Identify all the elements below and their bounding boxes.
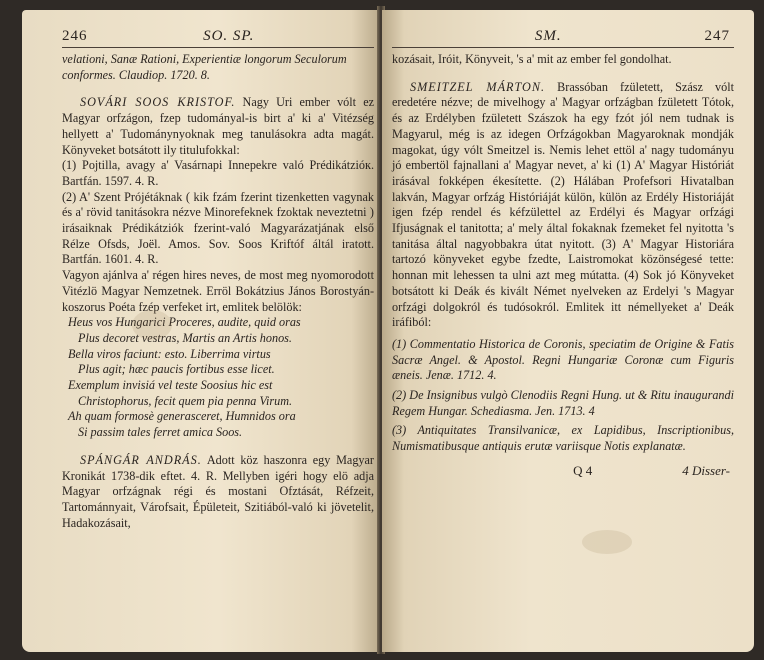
- work-item: (1) Commentatio Historica de Coronis, speciatim de Origine & Fatis Sacræ Angel. & Apostol. Regni Hungariæ Coronæ cum Figuris æneis. Jenæ. 1712. 4.: [392, 336, 734, 383]
- page-footer: [392, 463, 734, 479]
- work-item: (2) De Insignibus vulgò Clenodiis Regni Hung. ut & Ritu inaugurandi Regem Hungar. Schediasma. Jen. 1713. 4: [392, 388, 734, 418]
- work-item: (3) Antiquitates Transilvanicæ, ex Lapidibus, Inscriptionibus, Numismatibusque antiquis erutæ variisque Notis explanatæ.: [392, 423, 734, 454]
- work-item: (1) Pojtilla, avagy a' Vasárnapi Innepekre való Prédikátzióк. Bartfán. 1597. 4. R.: [62, 158, 374, 188]
- entry-spangar: [62, 453, 374, 532]
- right-page-header: [392, 28, 734, 48]
- text-line: conformes. Claudiop. 1720. 8.: [62, 67, 210, 82]
- poem-line: Ah quam formosè generasceret, Humnidos ora: [68, 409, 296, 424]
- left-page-number: 246: [62, 28, 88, 44]
- left-page-header: [62, 28, 374, 48]
- poem-line: Si passim tales ferret amica Soos.: [78, 425, 243, 440]
- signature-mark: Q 4: [573, 462, 593, 478]
- poem-line: Plus agit; hæc paucis fortibus esse licet.: [78, 362, 275, 377]
- poem-line: Heus vos Hungarici Proceres, audite, quid oras: [68, 315, 301, 330]
- entry-soos: [62, 95, 374, 158]
- entry-text: Brassóban fzületett, Szász vólt eredetére nézve; de mivelhogy a' Magyar orfzágban fzületett Tótok, és az Erdélyben fzületett Szászok ha egy fzót jól nem tudnak is Magyarul, még is az idegen Orfzágokban Magyaroknak mondják magokat, úgy vólt Smeitzel is. Nemis lehet ettöl a' nagy tudományu jó embertöl fajnallani a' Magyar nevet, a' ki (1) A' Magyar Históriát irásával fokképen ékesítette. (2) Hálában Profefsori Hivatalban lakván, Magyar orfzág Históriáját külön, külön az Erdély Historiáját igen fzép rendel és kéfzülettel az Erdélyi és Magyar orfzági Ifjuságnak el tanitotta; a' mely által fokaknak fzemeket fel nyitotta 's tanitása által nagyobbakra útat nyitott. (3) A' Magyar Historiára tartozó könyveket egybe fzedte, Laistromokat közönségesé tette: honnan mit lehessen ta ulni azt meg mútatta. (4) Sok jó Könyveket botsátott ki Deák és kivált Német nyelveken az Erdelyi 's Magyar orfzági dolgokról és tudósokról. Emlitek itt némellyeket a' Deák iráfiból:: [392, 79, 734, 330]
- poem-line: Bella viros faciunt: esto. Liberrima virtus: [68, 346, 271, 361]
- entry-smeitzel: [392, 80, 734, 331]
- entry-heading: SOVÁRI SOOS KRISTOF.: [80, 95, 236, 110]
- entry-text: Vagyon ajánlva a' régen hires neves, de most meg nyomorodott Vitézlö Magyar Nemzetnek. Erröl Bokátzius János Borostyán-koszorus Poéta fzép verfeket irt, emlitek belölök:: [62, 268, 374, 314]
- right-page: [382, 10, 754, 652]
- latin-poem: [62, 315, 374, 441]
- text-line: velationi, Sanæ Rationi, Experientiæ longorum Seculorum: [62, 52, 347, 66]
- entry-heading: SPÁNGÁR ANDRÁS.: [80, 452, 202, 467]
- entry-text: Adott köz haszonra egy Magyar Kronikát 1738-dik eftet. 4. R. Mellyben igéri hogy elö adja Magyar orfzágnak régi és mostani Ofztását, Réfzeit, Tartománnyait, Várofsait, Épületeit, Szitiából-való ki jövetelit, Hadakozásait,: [62, 452, 374, 530]
- right-running-head: SM.: [534, 28, 562, 44]
- right-page-body: [392, 52, 734, 455]
- right-page-number: 247: [704, 28, 730, 44]
- left-page: [22, 10, 380, 652]
- text-line: kozásait, Iróit, Könyveit, 's a' mit az ember fel gondolhat.: [392, 52, 672, 66]
- catchword: 4 Disser-: [682, 462, 730, 478]
- left-running-head: SO. SP.: [203, 28, 255, 44]
- entry-heading: SMEITZEL MÁRTON.: [410, 79, 546, 94]
- poem-line: Exemplum invisiá vel teste Soosius hic est: [68, 378, 273, 393]
- left-page-body: [62, 52, 374, 531]
- poem-line: Plus decoret vestras, Martis an Artis honos.: [78, 330, 292, 345]
- entry-text: Nagy Uri ember vólt ez Magyar orfzágon, fzep tudományal-is birt a' ki a' Vitézség hellyett a' Tudománynyoknak meg tanulásokra adta magát. Könyveket botsátott ily titulufokkal:: [62, 95, 375, 157]
- poem-line: Christophorus, fecit quem pia penna Virum.: [78, 393, 293, 408]
- work-item: (2) A' Szent Prójétáknak ( kik fzám fzerint tizenketten vagynak és a' rövid tanitásokra nézve Minorefeknek fzoktak neveztetni ) irásaiknak Prédikátziók fzerint-való Magyarázatjának első Rélze Ofsds, Joël. Amos. Sov. Soos Kriftóf áltál iratott. Bartfán. 1601. 4. R.: [62, 189, 374, 267]
